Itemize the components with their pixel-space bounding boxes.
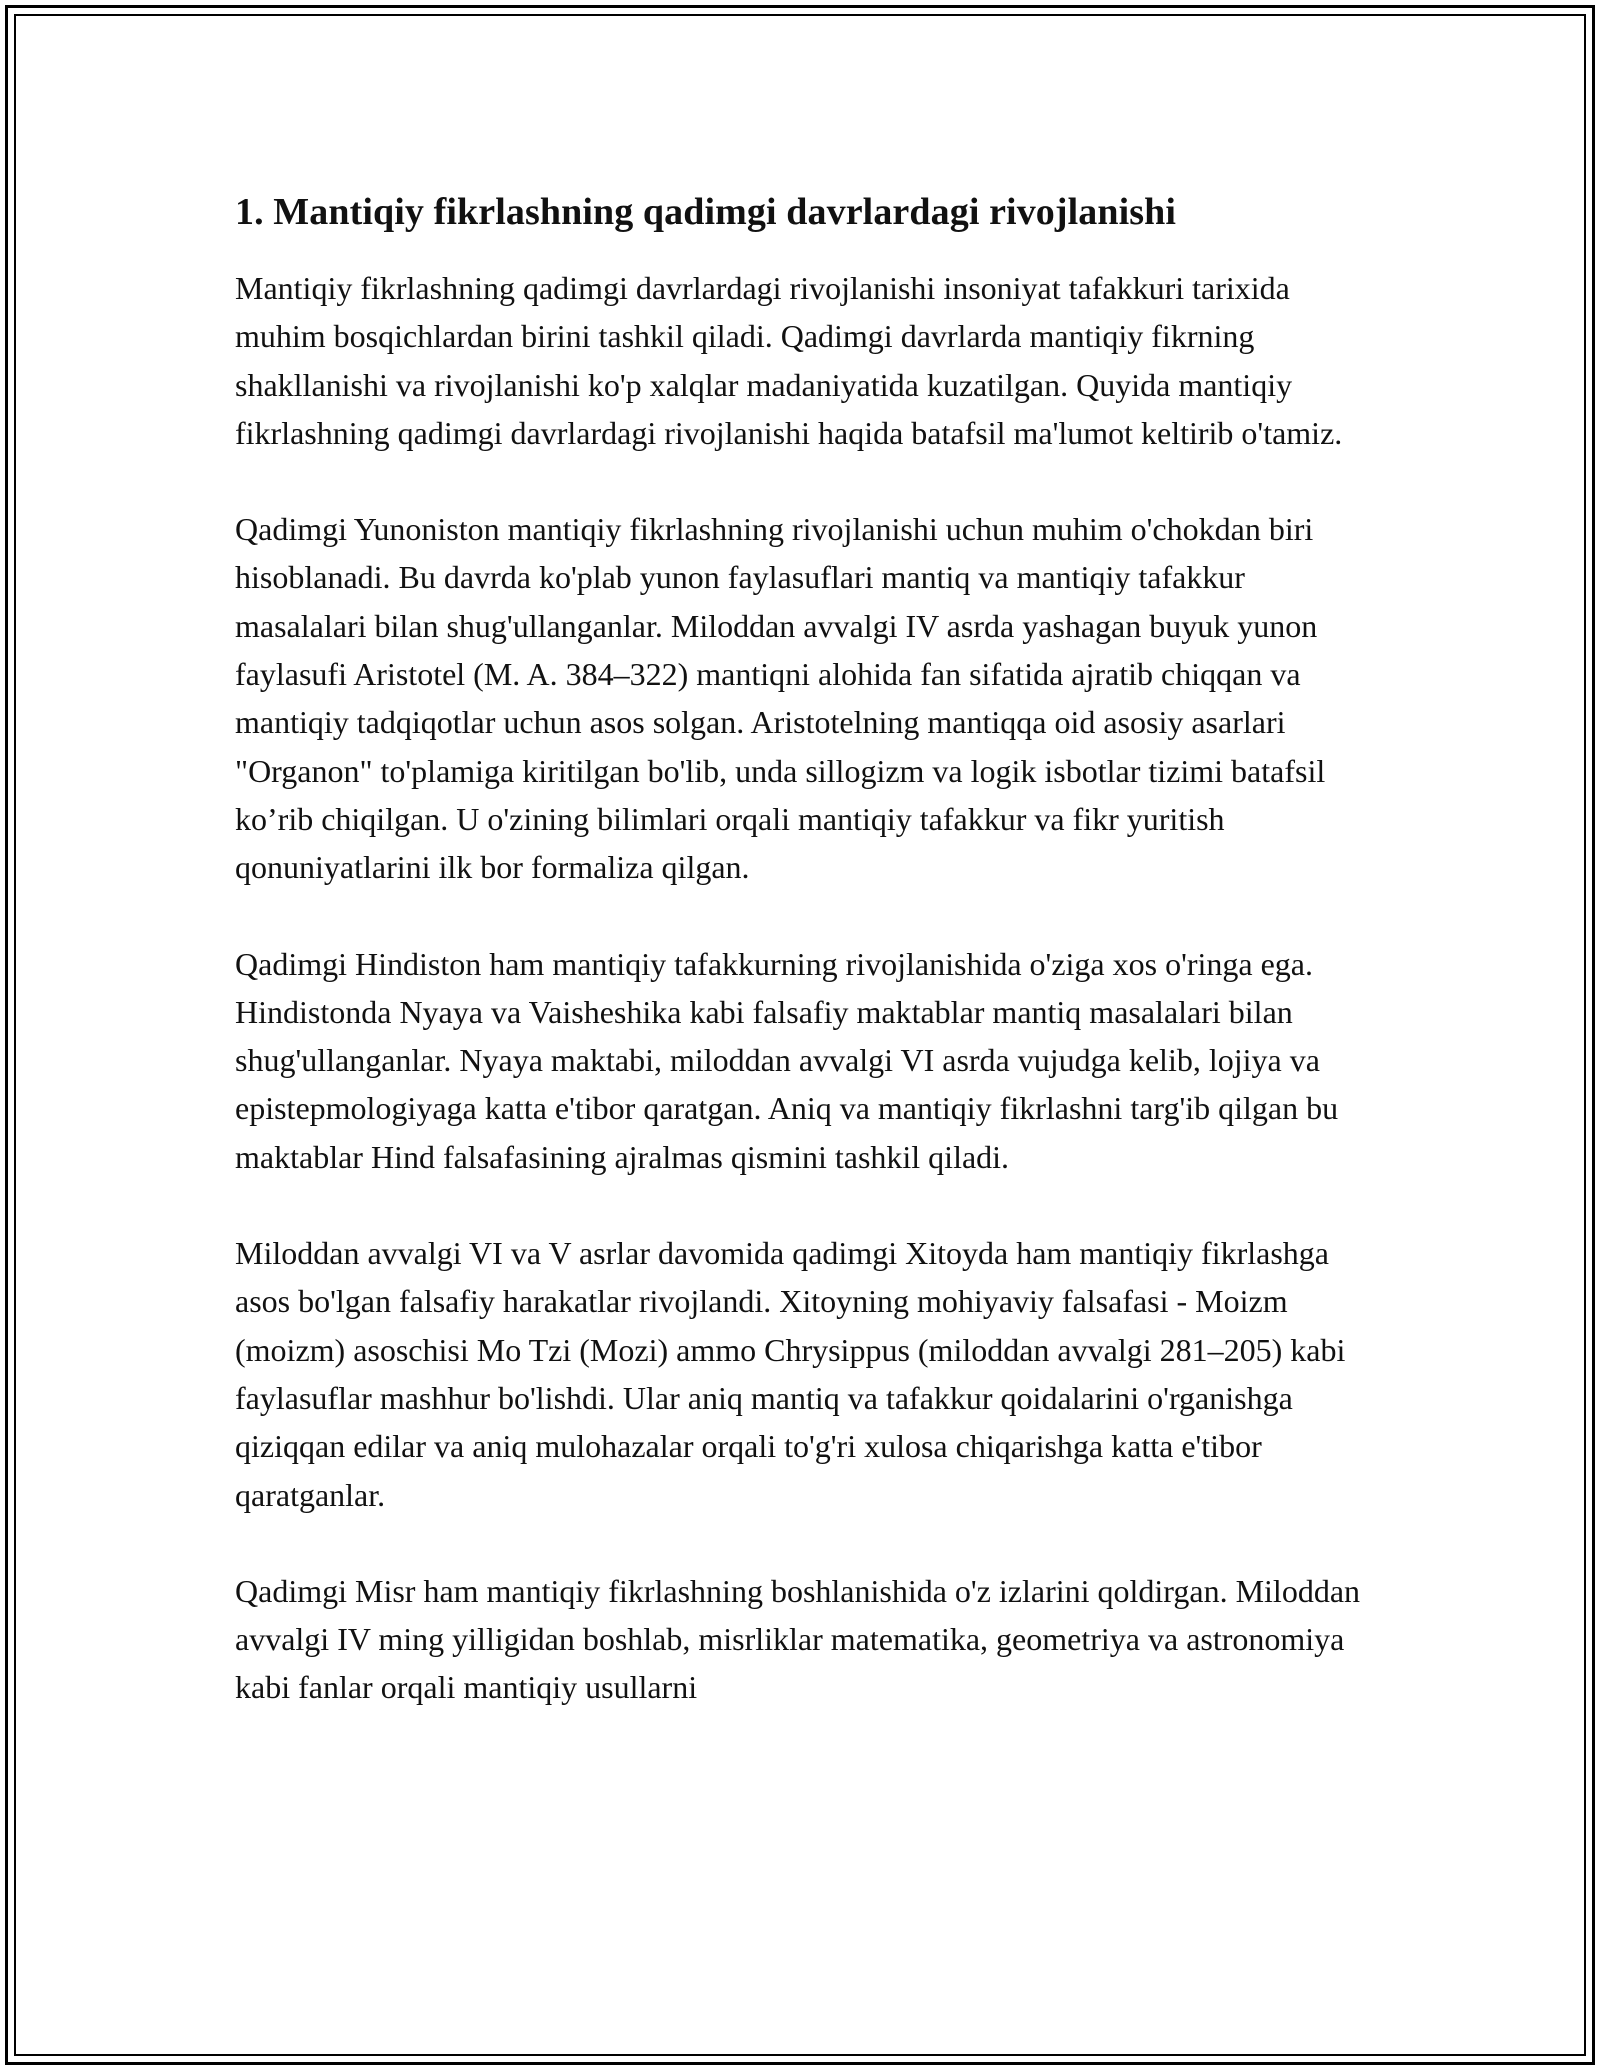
- paragraph-intro: Mantiqiy fikrlashning qadimgi davrlardagi rivojlanishi insoniyat tafakkuri tarixida muhim bosqichlardan birini tashkil qiladi. Qadimgi davrlarda mantiqiy fikrning shakllanishi va rivojlanishi ko'p xalqlar madaniyatida kuzatilgan. Quyida mantiqiy fikrlashning qadimgi davrlardagi rivojlanishi haqida batafsil ma'lumot keltirib o'tamiz.: [235, 270, 1343, 451]
- paragraph-china: Miloddan avvalgi VI va V asrlar davomida qadimgi Xitoyda ham mantiqiy fikrlashga asos bo'lgan falsafiy harakatlar rivojlandi. Xitoyning mohiyaviy falsafasi - Moizm (moizm) asoschisi Mo Tzi (Mozi) ammo Chrysippus (miloddan avvalgi 281–205) kabi faylasuflar mashhur bo'lishdi. Ular aniq mantiq va tafakkur qoidalarini o'rganishga qiziqqan edilar va aniq mulohazalar orqali to'g'ri xulosa chiqarishga katta e'tibor qaratganlar.: [235, 1235, 1346, 1513]
- paragraph-greece: Qadimgi Yunoniston mantiqiy fikrlashning rivojlanishi uchun muhim o'chokdan biri hisoblanadi. Bu davrda ko'plab yunon faylasuflari mantiq va mantiqiy tafakkur masalalari bilan shug'ullanganlar. Miloddan avvalgi IV asrda yashagan buyuk yunon faylasufi Aristotel (M. A. 384–322) mantiqni alohida fan sifatida ajratib chiqqan va mantiqiy tadqiqotlar uchun asos solgan. Aristotelning mantiqqa oid asosiy asarlari "Organon" to'plamiga kiritilgan bo'lib, unda sillogizm va logik isbotlar tizimi batafsil ko’rib chiqilgan. U o'zining bilimlari orqali mantiqiy tafakkur va fikr yuritish qonuniyatlarini ilk bor formaliza qilgan.: [235, 511, 1326, 886]
- paragraph-egypt: Qadimgi Misr ham mantiqiy fikrlashning boshlanishida o'z izlarini qoldirgan. Miloddan avvalgi IV ming yilligidan boshlab, misrliklar matematika, geometriya va astronomiya kabi fanlar orqali mantiqiy usullarni: [235, 1572, 1361, 1706]
- paragraph-india: Qadimgi Hindiston ham mantiqiy tafakkurning rivojlanishida o'ziga xos o'ringa ega. Hindistonda Nyaya va Vaisheshika kabi falsafiy maktablar mantiq masalalari bilan shug'ullanganlar. Nyaya maktabi, miloddan avvalgi VI asrda vujudga kelib, lojiya va epistepmologiyaga katta e'tibor qaratgan. Aniq va mantiqiy fikrlashni targ'ib qilgan bu maktablar Hind falsafasining ajralmas qismini tashkil qiladi.: [235, 945, 1339, 1175]
- document-body: [235, 186, 1380, 1760]
- section-heading: 1. Mantiqiy fikrlashning qadimgi davrlardagi rivojlanishi: [235, 191, 1177, 233]
